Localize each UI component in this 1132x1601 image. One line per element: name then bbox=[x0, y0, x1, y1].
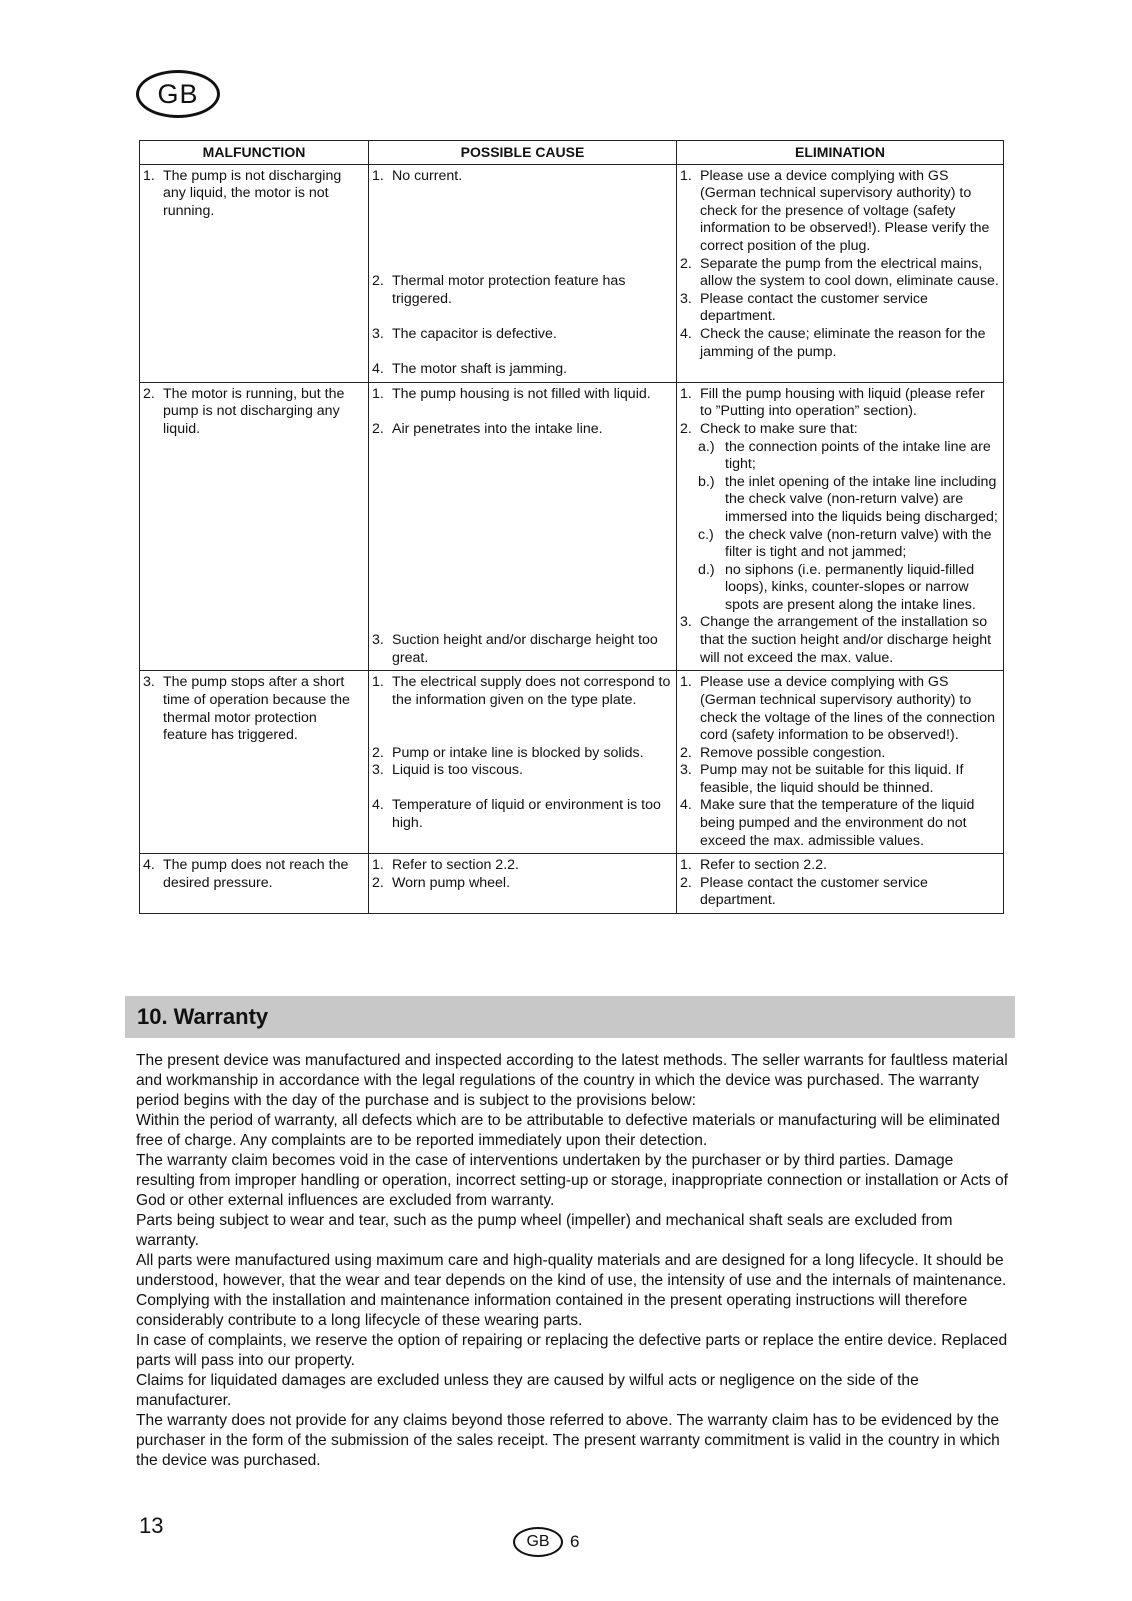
elimination-text: Please use a device complying with GS (German technical supervisory authority) to check the voltage of the lines of the connection cord (safety information to be observed!). bbox=[700, 674, 995, 744]
check-text: the check valve (non-return valve) with the filter is tight and not jammed; bbox=[725, 526, 992, 561]
elimination-text: Check the cause; eliminate the reason for the jamming of the pump. bbox=[700, 325, 986, 360]
warranty-paragraph: The present device was manufactured and inspected according to the latest methods. The seller warrants for faultless material and workmanship in accordance with the legal regulations of the country in which the device was purchased. The warranty period begins with the day of the purchase and is subject to the provisions below: bbox=[136, 1052, 1008, 1109]
item-number: 3. bbox=[680, 290, 692, 307]
item-number: 2. bbox=[680, 744, 692, 761]
page-number: 13 bbox=[139, 1513, 164, 1538]
sub-item-letter: c.) bbox=[698, 526, 714, 543]
item-number: 3. bbox=[372, 632, 384, 649]
cause-text: Temperature of liquid or environment is too high. bbox=[392, 797, 661, 832]
item-number: 1. bbox=[372, 385, 384, 402]
elimination-text: Fill the pump housing with liquid (please refer to ”Putting into operation” section). bbox=[700, 385, 985, 420]
elimination-text: Refer to section 2.2. bbox=[700, 857, 827, 874]
elimination-text: Make sure that the temperature of the liquid being pumped and the environment do not exceed the max. admissible values. bbox=[700, 797, 975, 849]
item-number: 1. bbox=[680, 167, 692, 184]
elimination-text: Please use a device complying with GS (German technical supervisory authority) to check for the presence of voltage (safety information to be observed!). Please verify the correct position of the plug. bbox=[700, 167, 990, 254]
item-number: 2. bbox=[372, 420, 384, 437]
section-number: 10. bbox=[137, 1004, 168, 1029]
check-text: the inlet opening of the intake line including the check valve (non-return valve) are immersed into the liquids being discharged; bbox=[725, 473, 998, 525]
footer-sub-page-number: 6 bbox=[570, 1532, 580, 1551]
item-number: 4. bbox=[680, 797, 692, 814]
elimination-text: Change the arrangement of the installation so that the suction height and/or discharge height will not exceed the max. value. bbox=[700, 614, 992, 666]
cause-text: Air penetrates into the intake line. bbox=[392, 420, 603, 437]
malfunction-cell bbox=[140, 382, 369, 671]
elimination-text: Check to make sure that: bbox=[700, 420, 858, 437]
sub-item-letter: a.) bbox=[698, 438, 715, 455]
item-number: 3. bbox=[680, 614, 692, 631]
cause-text: The electrical supply does not correspond to the information given on the type plate. bbox=[392, 674, 671, 708]
malfunction-cell bbox=[140, 671, 369, 854]
item-number: 1. bbox=[372, 167, 384, 184]
item-number: 1. bbox=[372, 857, 384, 874]
elimination-text: Remove possible congestion. bbox=[700, 744, 886, 761]
item-number: 2. bbox=[372, 744, 384, 761]
item-number: 3. bbox=[680, 762, 692, 779]
malfunction-text: The pump does not reach the desired pressure. bbox=[163, 857, 349, 891]
header-malfunction: MALFUNCTION bbox=[140, 141, 369, 165]
cause-text: The capacitor is defective. bbox=[392, 325, 557, 342]
elimination-cell bbox=[677, 382, 1004, 671]
header-possible-cause: POSSIBLE CAUSE bbox=[369, 141, 677, 165]
item-number: 2. bbox=[143, 385, 155, 402]
cause-text: Pump or intake line is blocked by solids. bbox=[392, 744, 644, 761]
item-number: 2. bbox=[680, 420, 692, 437]
item-number: 1. bbox=[143, 167, 155, 184]
check-text: no siphons (i.e. permanently liquid-filled loops), kinks, counter-slopes or narrow spots are present along the intake lines. bbox=[725, 561, 976, 613]
malfunction-table bbox=[139, 140, 1004, 914]
cause-cell bbox=[369, 671, 677, 854]
malfunction-cell bbox=[140, 854, 369, 914]
elimination-text: Please contact the customer service department. bbox=[700, 290, 928, 325]
item-number: 1. bbox=[680, 674, 692, 691]
cause-text: The pump housing is not filled with liquid. bbox=[392, 385, 651, 402]
item-number: 1. bbox=[680, 857, 692, 874]
cause-cell bbox=[369, 854, 677, 914]
table-row bbox=[140, 382, 1004, 671]
cause-text: Suction height and/or discharge height too great. bbox=[392, 632, 658, 666]
table-row bbox=[140, 854, 1004, 914]
item-number: 2. bbox=[680, 255, 692, 272]
cause-text: The motor shaft is jamming. bbox=[392, 361, 568, 378]
country-badge-gb: GB bbox=[136, 70, 220, 118]
cause-cell bbox=[369, 382, 677, 671]
table-row bbox=[140, 164, 1004, 382]
cause-cell bbox=[369, 164, 677, 382]
warranty-paragraph: Within the period of warranty, all defects which are to be attributable to defective materials or manufacturing will be eliminated free of charge. Any complaints are to be reported immediately upon their detection. bbox=[136, 1112, 1000, 1149]
malfunction-text: The motor is running, but the pump is not discharging any liquid. bbox=[163, 385, 345, 437]
warranty-paragraph: All parts were manufactured using maximum care and high-quality materials and are designed for a long lifecycle. It should be understood, however, that the wear and tear depends on the kind of use, the intensity of use and the internals of maintenance. Complying with the installation and maintenance information contained in the present operating instructions will therefore considerably contribute to a long lifecycle of these wearing parts. bbox=[136, 1252, 1007, 1329]
warranty-paragraph: Parts being subject to wear and tear, such as the pump wheel (impeller) and mechanical shaft seals are excluded from warranty. bbox=[136, 1212, 953, 1249]
cause-text: Refer to section 2.2. bbox=[392, 857, 519, 874]
item-number: 4. bbox=[143, 857, 155, 874]
warranty-paragraph: Claims for liquidated damages are excluded unless they are caused by wilful acts or negligence on the side of the manufacturer. bbox=[136, 1372, 919, 1409]
item-number: 2. bbox=[372, 874, 384, 891]
cause-text: Liquid is too viscous. bbox=[392, 762, 523, 779]
warranty-paragraph: The warranty claim becomes void in the case of interventions undertaken by the purchaser or by third parties. Damage resulting from improper handling or operation, incorrect setting-up or storage, inappropriate connection or installation or Acts of God or other external influences are excluded from warranty. bbox=[136, 1152, 1008, 1209]
malfunction-text: The pump is not discharging any liquid, the motor is not running. bbox=[163, 167, 342, 219]
item-number: 4. bbox=[680, 325, 692, 342]
warranty-paragraph: In case of complaints, we reserve the option of repairing or replacing the defective parts or replace the entire device. Replaced parts will pass into our property. bbox=[136, 1332, 1008, 1369]
malfunction-text: The pump stops after a short time of operation because the thermal motor protection feature has triggered. bbox=[163, 674, 350, 744]
warranty-body bbox=[136, 1051, 1011, 1471]
cause-text: No current. bbox=[392, 167, 463, 184]
elimination-text: Separate the pump from the electrical mains, allow the system to cool down, eliminate cause. bbox=[700, 255, 999, 290]
elimination-text: Pump may not be suitable for this liquid. If feasible, the liquid should be thinned. bbox=[700, 762, 964, 796]
item-number: 3. bbox=[372, 325, 384, 342]
header-elimination: ELIMINATION bbox=[677, 141, 1004, 165]
table-header-row bbox=[140, 141, 1004, 165]
item-number: 3. bbox=[372, 762, 384, 779]
elimination-cell bbox=[677, 854, 1004, 914]
item-number: 1. bbox=[680, 385, 692, 402]
item-number: 2. bbox=[680, 874, 692, 891]
footer-page-marker bbox=[513, 1527, 579, 1557]
warranty-paragraph: The warranty does not provide for any claims beyond those referred to above. The warranty claim has to be evidenced by the purchaser in the form of the submission of the sales receipt. The present warranty commitment is valid in the country in which the device was purchased. bbox=[136, 1412, 1000, 1469]
item-number: 3. bbox=[143, 674, 155, 691]
item-number: 2. bbox=[372, 273, 384, 290]
elimination-text: Please contact the customer service department. bbox=[700, 874, 928, 909]
section-title: Warranty bbox=[173, 1004, 269, 1029]
cause-text: Thermal motor protection feature has triggered. bbox=[392, 273, 626, 307]
item-number: 1. bbox=[372, 674, 384, 691]
footer-country-badge: GB bbox=[513, 1527, 563, 1557]
sub-item-letter: d.) bbox=[698, 561, 715, 578]
section-heading-warranty bbox=[125, 996, 1015, 1038]
item-number: 4. bbox=[372, 797, 384, 814]
elimination-cell bbox=[677, 671, 1004, 854]
cause-text: Worn pump wheel. bbox=[392, 874, 511, 891]
elimination-cell bbox=[677, 164, 1004, 382]
table-row bbox=[140, 671, 1004, 854]
sub-item-letter: b.) bbox=[698, 473, 715, 490]
check-text: the connection points of the intake line are tight; bbox=[725, 438, 991, 473]
malfunction-cell bbox=[140, 164, 369, 382]
item-number: 4. bbox=[372, 361, 384, 378]
